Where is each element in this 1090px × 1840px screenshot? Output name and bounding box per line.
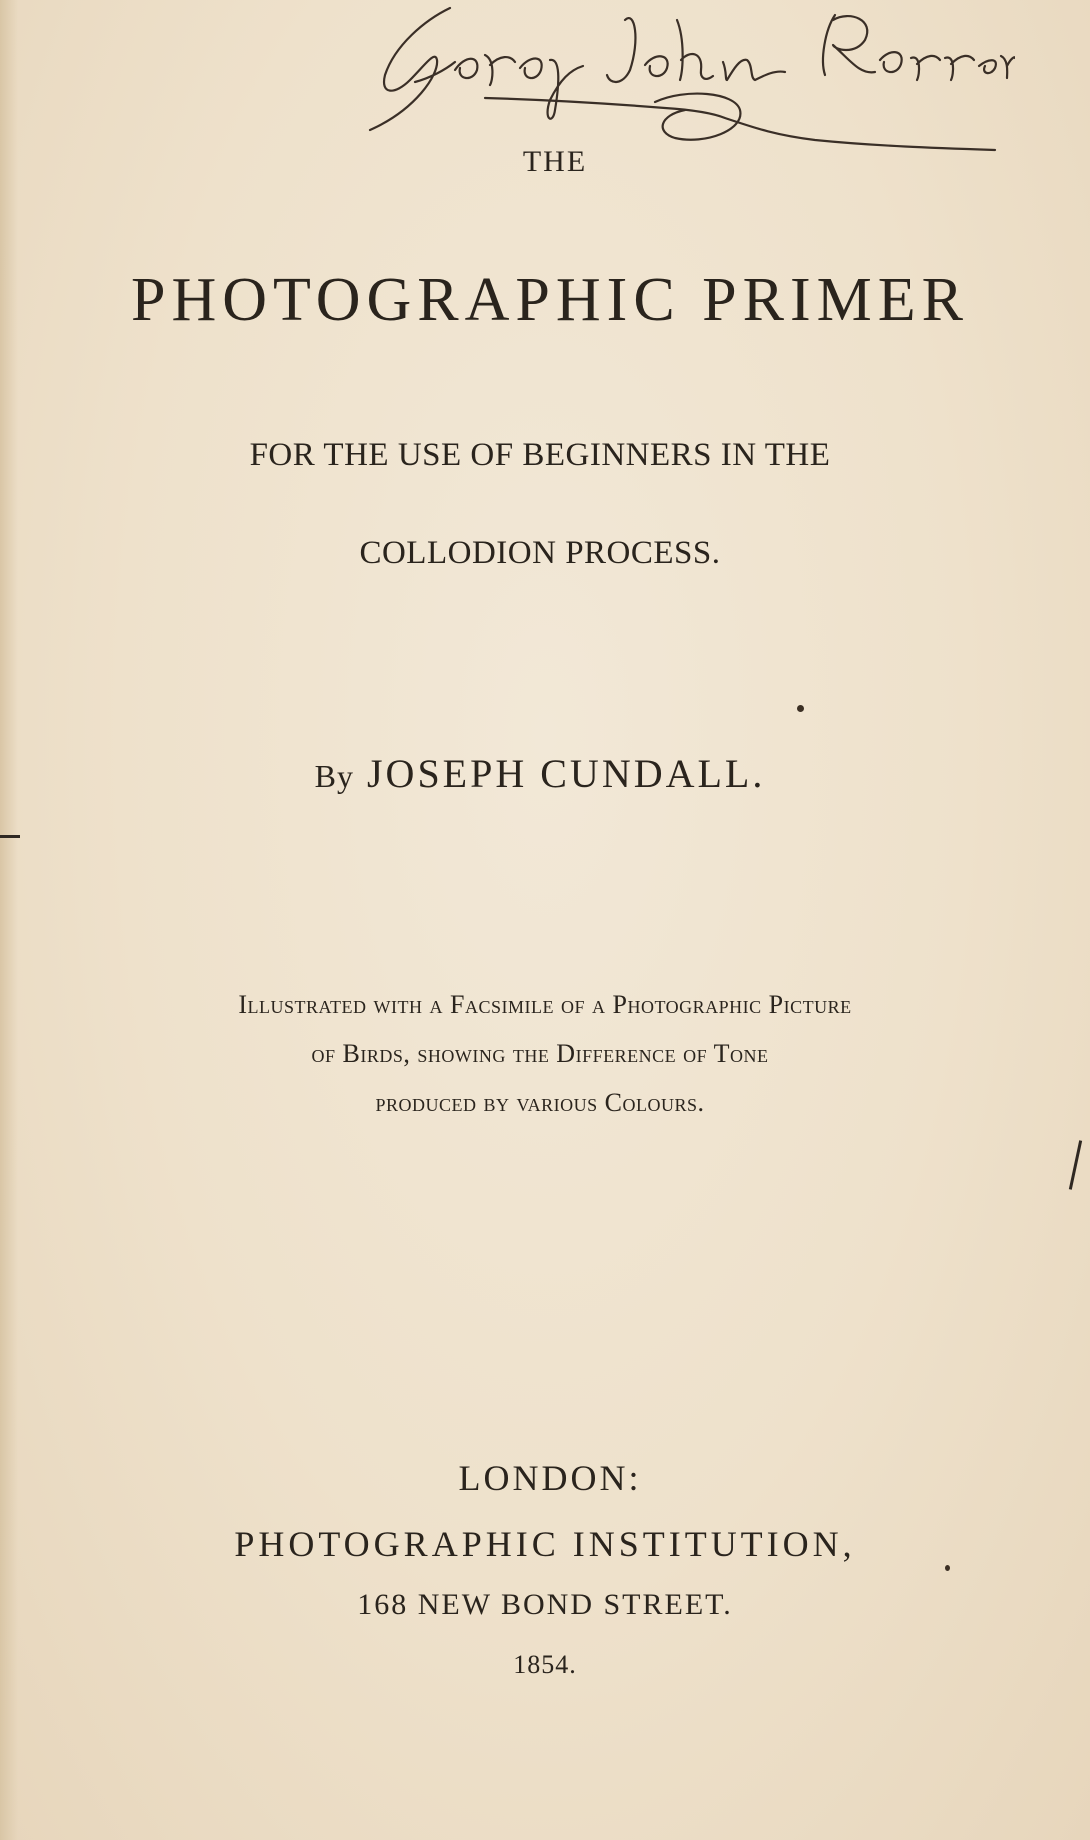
subtitle-line-1: FOR THE USE OF BEGINNERS IN THE xyxy=(249,437,831,473)
book-title: PHOTOGRAPHIC PRIMER xyxy=(130,266,970,334)
title-article: THE xyxy=(522,145,588,178)
paper-mark xyxy=(0,835,20,838)
illustration-note-line-1: Illustrated with a Facsimile of a Photographic Picture xyxy=(238,990,852,1019)
imprint-city: LONDON: xyxy=(458,1458,642,1498)
author-line xyxy=(0,750,1085,797)
author-name: JOSEPH CUNDALL. xyxy=(366,751,766,796)
paper-speck xyxy=(945,1565,950,1571)
illustration-note-line-2: of Birds, showing the Difference of Tone xyxy=(311,1039,769,1068)
imprint-address: 168 NEW BOND STREET. xyxy=(357,1588,733,1621)
paper-speck xyxy=(797,705,804,712)
imprint-publisher: PHOTOGRAPHIC INSTITUTION, xyxy=(234,1524,856,1564)
subtitle-line-2: COLLODION PROCESS. xyxy=(359,535,721,571)
paper-mark xyxy=(1069,1140,1082,1190)
author-prefix: By xyxy=(314,758,354,794)
imprint-year: 1854. xyxy=(513,1650,577,1679)
illustration-note-line-3: produced by various Colours. xyxy=(375,1088,705,1117)
